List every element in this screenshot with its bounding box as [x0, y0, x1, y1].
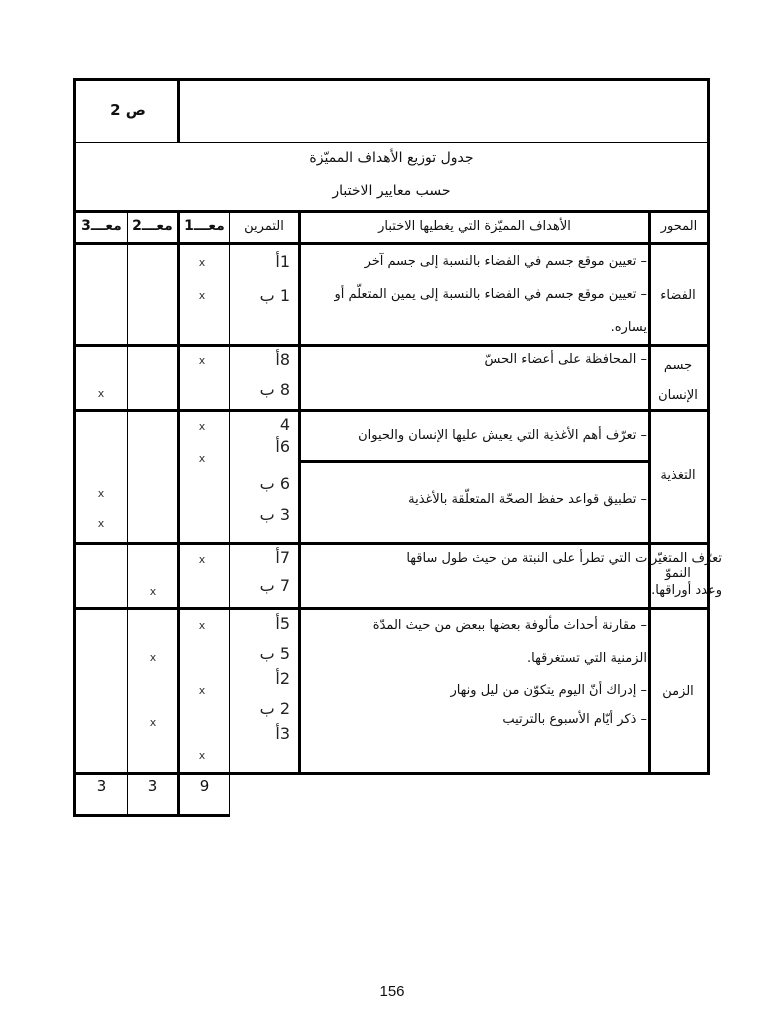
objective-text: يساره. — [610, 320, 647, 335]
objective-text: – ذكر أيّام الأسبوع بالترتيب — [502, 712, 647, 727]
check-mark: x — [149, 651, 157, 664]
check-mark: x — [149, 585, 157, 598]
check-mark: x — [149, 716, 157, 729]
divider — [76, 210, 707, 213]
page-number: 156 — [379, 983, 405, 1000]
col-header-axis: المحور — [660, 219, 698, 234]
check-mark: x — [198, 420, 206, 433]
col-line-mc1-exercise — [229, 213, 230, 775]
col-header-mc1: معـــ1 — [184, 218, 225, 234]
check-mark: x — [198, 749, 206, 762]
check-mark: x — [198, 354, 206, 367]
divider — [76, 542, 707, 545]
check-mark: x — [198, 684, 206, 697]
col-header-mc3: معـــ3 — [81, 218, 122, 234]
divider — [76, 242, 707, 245]
divider — [76, 142, 707, 143]
check-mark: x — [97, 487, 105, 500]
check-mark: x — [198, 289, 206, 302]
table-subtitle: حسب معايير الاختبار — [332, 183, 451, 199]
col-header-objectives: الأهداف المميّزة التي يغطيها الاختبار — [378, 219, 571, 234]
objective-text: – إدراك أنّ اليوم يتكوّن من ليل ونهار — [450, 683, 647, 698]
total-mc2: 3 — [147, 777, 158, 795]
objective-text: الزمنية التي تستغرقها. — [526, 651, 647, 666]
total-mc1: 9 — [199, 777, 210, 795]
exercise-ref: 2 ب — [259, 699, 290, 718]
check-mark: x — [198, 256, 206, 269]
exercise-ref: 3أ — [275, 724, 290, 743]
objective-text: وعدد أوراقها. — [651, 583, 722, 598]
exercise-ref: 4 — [279, 415, 290, 434]
objective-text: – تطبيق قواعد حفظ الصحّة المتعلّقة بالأغذية — [408, 492, 647, 507]
objective-text: – تعيين موقع جسم في الفضاء بالنسبة إلى يمين المتعلّم أو — [334, 287, 647, 302]
page-ref: ص 2 — [110, 101, 146, 119]
total-mc3: 3 — [96, 777, 107, 795]
exercise-ref: 1 ب — [259, 286, 290, 305]
check-mark: x — [97, 517, 105, 530]
check-mark: x — [198, 553, 206, 566]
objective-text: تعرّف المتغيّرات التي تطرأ على النبتة من حيث طول ساقها — [406, 551, 722, 566]
axis-human-body: جسم — [663, 358, 693, 373]
col-header-mc2: معـــ2 — [132, 218, 173, 234]
axis-human-body: الإنسان — [658, 388, 698, 403]
exercise-ref: 6أ — [275, 437, 290, 456]
exercise-ref: 1أ — [275, 252, 290, 271]
exercise-ref: 8أ — [275, 350, 290, 369]
objective-text: – تعيين موقع جسم في الفضاء بالنسبة إلى جسم آخر — [364, 254, 647, 269]
axis-space: الفضاء — [660, 288, 696, 303]
col-line-mc2-mc1 — [177, 213, 180, 775]
divider — [301, 460, 648, 463]
objective-text: – تعرّف أهم الأغذية التي يعيش عليها الإنسان والحيوان — [358, 428, 647, 443]
axis-growth: النموّ — [665, 566, 691, 581]
divider — [76, 344, 707, 347]
col-header-exercise: التمرين — [244, 219, 284, 234]
col-line-mc3-mc2 — [127, 213, 128, 775]
table-title: جدول توزيع الأهداف المميّزة — [309, 150, 474, 166]
exercise-ref: 6 ب — [259, 474, 290, 493]
exercise-ref: 5أ — [275, 614, 290, 633]
objective-text: – المحافظة على أعضاء الحسّ — [484, 352, 647, 367]
col-line-exercise-objectives — [298, 213, 301, 775]
exercise-ref: 3 ب — [259, 505, 290, 524]
objective-text: – مقارنة أحداث مألوفة بعضها ببعض من حيث المدّة — [372, 618, 647, 633]
exercise-ref: 8 ب — [259, 380, 290, 399]
check-mark: x — [97, 387, 105, 400]
exercise-ref: 2أ — [275, 669, 290, 688]
axis-nutrition: التغذية — [660, 468, 696, 483]
exercise-ref: 7 ب — [259, 576, 290, 595]
exercise-ref: 7أ — [275, 548, 290, 567]
check-mark: x — [198, 619, 206, 632]
exercise-ref: 5 ب — [259, 644, 290, 663]
divider — [76, 607, 707, 610]
check-mark: x — [198, 452, 206, 465]
divider — [76, 409, 707, 412]
axis-time: الزمن — [662, 684, 694, 699]
